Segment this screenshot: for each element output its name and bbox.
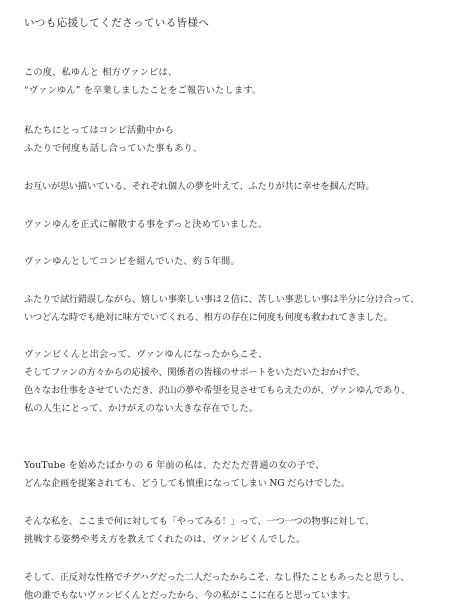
paragraph-line: 色々なお仕事をさせていただき、沢山の夢や希望を見させてもらえたのが、ヴァンゆんであり、 <box>24 385 411 396</box>
paragraph-line: ヴァンゆんとしてコンビを組んでいた、約５年間。 <box>24 256 240 267</box>
paragraph-line: YouTube を始めたばかりの 6 年前の私は、ただただ普通の女の子で、 <box>24 460 325 471</box>
paragraph-line: “ヴァンゆん” を卒業しましたことをご報告いたします。 <box>24 85 262 96</box>
paragraph-line: この度、私ゆんと 相方ヴァンビは、 <box>24 67 178 78</box>
paragraph-line: お互いが思い描いている、それぞれ個人の夢を叶えて、ふたりが共に幸せを掴んだ時。 <box>24 181 375 192</box>
paragraph-line: ヴァンゆんを正式に解散する事をずっと決めていました。 <box>24 219 268 230</box>
paragraph-line: どんな企画を提案されても、どうしても慎重になってしまい NG だらけでした。 <box>24 478 350 489</box>
paragraph-line: 他の誰でもないヴァンビくんとだったから、今の私がここに在ると思っています。 <box>24 590 356 601</box>
paragraph-line: 私たちにとってはコンビ活動中から <box>24 125 175 136</box>
paragraph-line: そしてファンの方々からの応援や、関係者の皆様のサポートをいただいたおかげで、 <box>24 367 365 378</box>
paragraph-line: 私の人生にとって、かけがえのない大きな存在でした。 <box>24 403 259 414</box>
paragraph-line: ヴァンビくんと出会って、ヴァンゆんになったからこそ、 <box>24 349 268 360</box>
paragraph-line: そして、正反対な性格でチグハグだった二人だったからこそ、なし得たこともあったと思うし、 <box>24 572 410 583</box>
document-title: いつも応援してくださっている皆様へ <box>24 17 210 29</box>
paragraph-line: いつどんな時でも絶対に味方でいてくれる、相方の存在に何度も何度も救われてきました。 <box>24 312 393 323</box>
paragraph-line: そんな私を、ここまで何に対しても「やってみる！」って、一つ一つの物事に対して、 <box>24 516 375 527</box>
paragraph-line: 挑戦する姿勢や考え方を教えてくれたのは、ヴァンビくんでした。 <box>24 534 306 545</box>
paragraph-line: ふたりで試行錯誤しながら、嬉しい事楽しい事は２倍に、苦しい事悲しい事は半分に分け合って、 <box>24 294 420 305</box>
paragraph-line: ふたりで何度も話し合っていた事もあり、 <box>24 143 203 154</box>
